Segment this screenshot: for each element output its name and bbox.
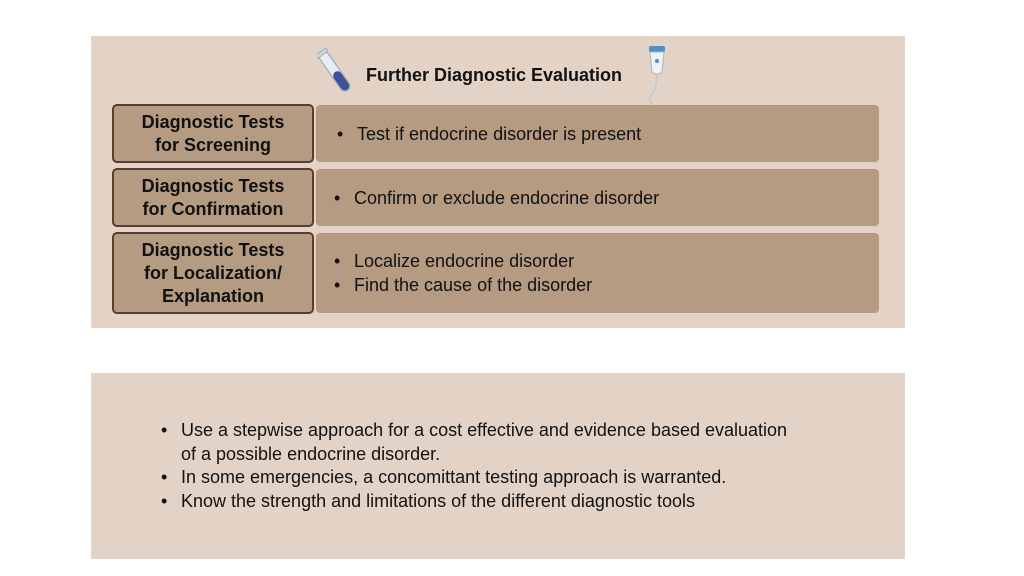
bullet-item: • Confirm or exclude endocrine disorder bbox=[334, 186, 659, 210]
row-bullets-localization bbox=[334, 232, 592, 314]
bullet-item: • Localize endocrine disorder bbox=[334, 249, 592, 273]
test-tube-icon bbox=[317, 46, 353, 98]
note-item: • Know the strength and limitations of the different diagnostic tools bbox=[161, 490, 801, 514]
notes-list bbox=[161, 419, 801, 513]
bullet-item: • Test if endocrine disorder is present bbox=[337, 122, 641, 146]
row-confirmation bbox=[112, 168, 879, 227]
row-bullets-screening bbox=[337, 104, 641, 163]
row-localization bbox=[112, 232, 879, 314]
row-screening bbox=[112, 104, 879, 163]
row-label-localization: Diagnostic Tests for Localization/ Explanation bbox=[112, 232, 314, 314]
row-bullets-confirmation bbox=[334, 168, 659, 227]
panel-header bbox=[91, 36, 905, 108]
row-label-screening: Diagnostic Tests for Screening bbox=[112, 104, 314, 163]
note-item: • In some emergencies, a concomittant testing approach is warranted. bbox=[161, 466, 801, 490]
notes-panel bbox=[91, 373, 905, 559]
row-label-confirmation: Diagnostic Tests for Confirmation bbox=[112, 168, 314, 227]
note-item: • Use a stepwise approach for a cost effective and evidence based evaluation of a possible endocrine disorder. bbox=[161, 419, 801, 466]
diagnostic-evaluation-panel bbox=[91, 36, 905, 328]
bullet-item: • Find the cause of the disorder bbox=[334, 273, 592, 297]
diagram-title: Further Diagnostic Evaluation bbox=[366, 65, 623, 85]
ultrasound-probe-icon bbox=[643, 44, 671, 106]
